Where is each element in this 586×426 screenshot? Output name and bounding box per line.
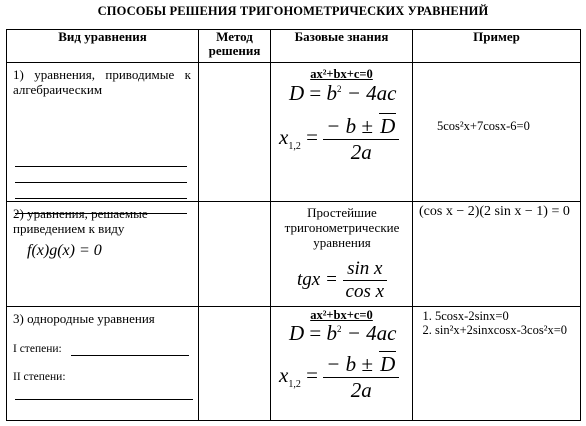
example-cell	[413, 63, 581, 202]
table-row	[7, 202, 581, 306]
answer-line	[15, 166, 187, 167]
example-list	[415, 309, 585, 337]
discriminant-formula: $D = b^2 - 4ac$	[289, 81, 397, 106]
answer-line	[15, 182, 187, 183]
table-row	[7, 306, 581, 420]
knowledge-cell	[271, 306, 413, 420]
answer-line	[15, 198, 187, 199]
type-text: 3) однородные уравнения	[13, 310, 155, 326]
example-text: 5cos²x+7cosx-6=0	[437, 119, 530, 134]
method-cell	[199, 306, 271, 420]
header-knowledge: Базовые знания	[271, 30, 413, 63]
degree-two-label: II степени:	[13, 370, 66, 383]
example-text: (cos x − 2)(2 sin x − 1) = 0	[419, 204, 570, 220]
methods-table	[6, 29, 581, 421]
type-cell	[7, 63, 199, 202]
list-item: 1. 5cosx-2sinx=0	[435, 309, 585, 323]
type-text: 2) уравнения, решаемые приведением к виду	[13, 206, 148, 237]
example-cell	[413, 306, 581, 420]
type-text: 1) уравнения, приводимые к алгебраическим	[13, 67, 191, 98]
type-cell	[7, 202, 199, 306]
method-cell	[199, 63, 271, 202]
discriminant-formula: $D = b^2 - 4ac$	[289, 320, 397, 345]
knowledge-text: Простейшие тригонометрические уравнения	[284, 205, 400, 251]
quadratic-title: ax²+bx+c=0	[310, 307, 373, 322]
page-title: СПОСОБЫ РЕШЕНИЯ ТРИГОНОМЕТРИЧЕСКИХ УРАВНЕНИЙ	[97, 4, 489, 18]
answer-line	[15, 399, 193, 400]
knowledge-cell	[271, 63, 413, 202]
header-method: Метод решения	[199, 30, 271, 63]
answer-line	[71, 355, 189, 356]
degree-one-label: I степени:	[13, 342, 62, 355]
header-row	[7, 30, 581, 63]
header-example: Пример	[413, 30, 581, 63]
tangent-formula: tgx = $\frac{\text{sin x}}{\text{cos x}}$	[297, 258, 387, 303]
type-cell	[7, 306, 199, 420]
roots-formula: $x_{1,2}$ = $\frac{- b \pm D}{2a}$	[279, 351, 399, 403]
method-cell	[199, 202, 271, 306]
roots-formula: $x_{1,2}$ = $\frac{- b \pm D}{2a}$	[279, 113, 399, 165]
quadratic-title: ax²+bx+c=0	[310, 67, 373, 82]
header-type: Вид уравнения	[7, 30, 199, 63]
knowledge-cell	[271, 202, 413, 306]
table-row	[7, 63, 581, 202]
product-form: f(x)g(x) = 0	[27, 242, 102, 260]
list-item: 2. sin²x+2sinxcosx-3cos²x=0	[435, 323, 585, 337]
example-cell	[413, 202, 581, 306]
